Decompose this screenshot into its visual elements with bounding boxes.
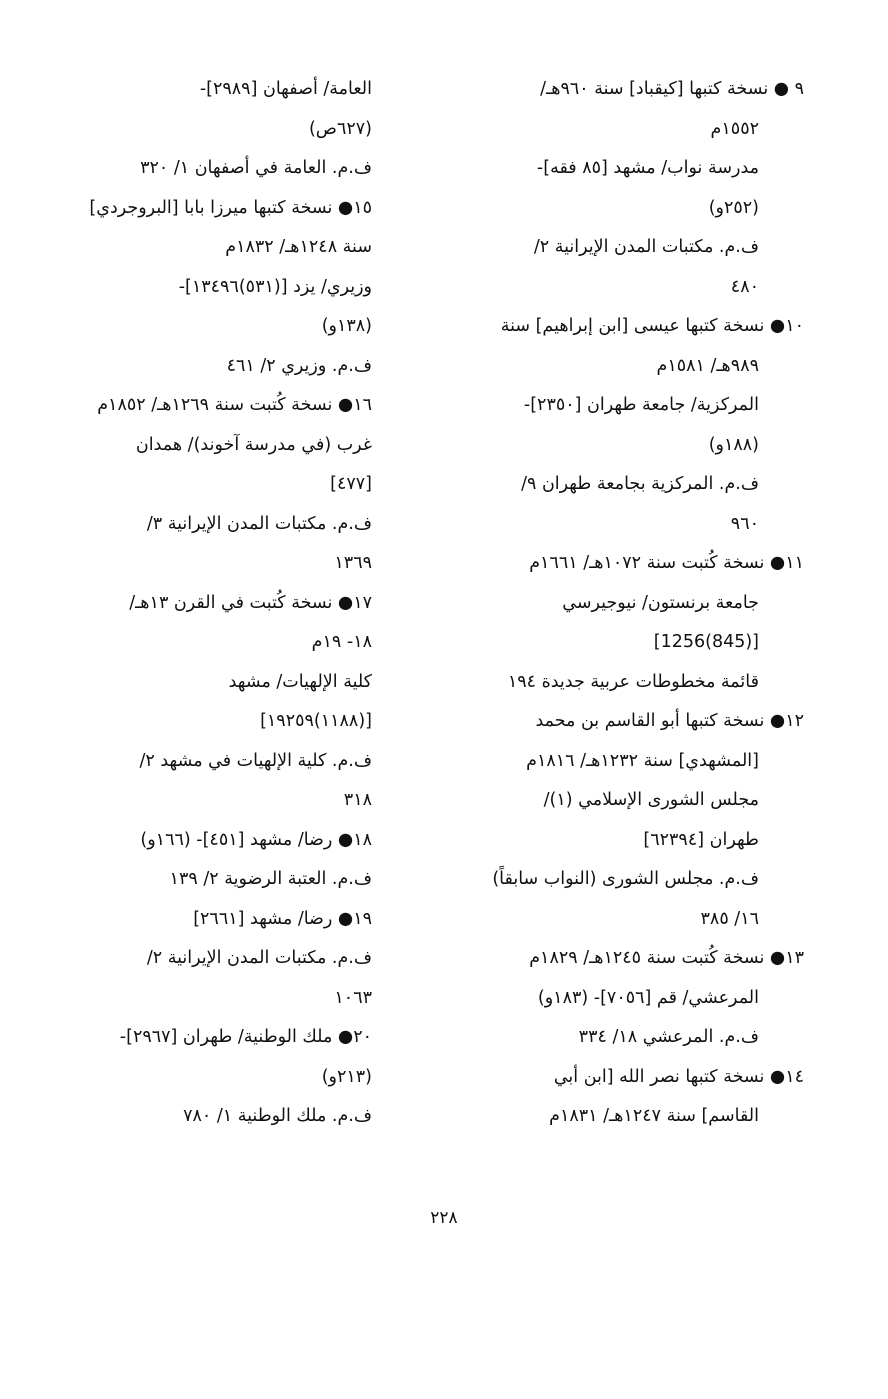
entry-line: ١٩● رضا/ مشهد [٢٦٦١] — [193, 908, 372, 929]
entry-line: سنة ١٢٤٨هـ/ ١٨٣٢م — [225, 237, 372, 257]
entry-line: وزيري/ يزد [(٥٣١)١٣٤٩٦]- — [178, 276, 372, 297]
entry-line: المركزية/ جامعة طهران [٢٣٥٠]- — [523, 395, 759, 415]
entry-line: ف.م. مكتبات المدن الإيرانية ٣/ — [146, 513, 372, 534]
entry-line: (٦٢٧ص) — [308, 118, 372, 139]
entry-line: [٤٧٧] — [330, 474, 372, 494]
entry-line: غرب (في مدرسة آخوند)/ همدان — [135, 434, 372, 455]
entry-line: ٣١٨ — [343, 790, 372, 810]
entry-line: القاسم] سنة ١٢٤٧هـ/ ١٨٣١م — [549, 1106, 759, 1126]
entry-line: [المشهدي] سنة ١٢٣٢هـ/ ١٨١٦م — [526, 750, 759, 771]
entry-line: ف.م. ملك الوطنية ١/ ٧٨٠ — [183, 1106, 372, 1126]
entry-line: المرعشي/ قم [٧٠٥٦]- (١٨٣و) — [537, 987, 759, 1008]
entry-line: ١٠● نسخة كتبها عيسى [ابن إبراهيم] سنة — [500, 316, 804, 336]
entry-line: ١٥● نسخة كتبها ميرزا بابا [البروجردي] — [89, 197, 372, 218]
entry-line: ١٨● رضا/ مشهد [٤٥١]- (١٦٦و) — [140, 829, 372, 850]
entry-line: (١٣٨و) — [321, 316, 372, 336]
entry-line: ف.م. العامة في أصفهان ١/ ٣٢٠ — [140, 158, 372, 178]
entry-line: مدرسة نواب/ مشهد [٨٥ فقه]- — [536, 158, 759, 178]
entry-line: ١٠٦٣ — [334, 987, 372, 1008]
entry-line: ف.م. وزيري ٢/ ٤٦١ — [226, 355, 372, 376]
entry-line: ف.م. المركزية بجامعة طهران ٩/ — [521, 474, 759, 494]
entry-line: ١٣● نسخة كُتبت سنة ١٢٤٥هـ/ ١٨٢٩م — [529, 948, 804, 968]
entry-line: ف.م. كلية الإلهيات في مشهد ٢/ — [139, 750, 372, 771]
entry-line: ٤٨٠ — [730, 276, 759, 297]
entry-line: ف.م. مجلس الشورى (النواب سابقاً) — [492, 869, 759, 889]
entry-line: ف.م. العتبة الرضوية ٢/ ١٣٩ — [169, 869, 372, 889]
entry-line: ف.م. مكتبات المدن الإيرانية ٢/ — [146, 948, 372, 968]
entry-line: ١٦/ ٣٨٥ — [700, 908, 759, 929]
entry-line: ٩ ● نسخة كتبها [كيقباد] سنة ٩٦٠هـ/ — [540, 79, 804, 99]
entry-line: ف.م. مكتبات المدن الإيرانية ٢/ — [533, 237, 759, 257]
page-number: ٢٢٨ — [430, 1208, 458, 1228]
entry-line: ١٦● نسخة كُتبت سنة ١٢٦٩هـ/ ١٨٥٢م — [97, 395, 372, 415]
entry-line: [(١١٨٨)١٩٢٥٩] — [260, 711, 372, 731]
entry-line: (٢٥٢و) — [708, 197, 759, 218]
entry-line: ٩٦٠ — [730, 513, 759, 534]
entry-line: ١٤● نسخة كتبها نصر الله [ابن أبي — [553, 1066, 804, 1087]
entry-line: ٢٠● ملك الوطنية/ طهران [٢٩٦٧]- — [119, 1027, 372, 1047]
entry-line: ف.م. المرعشي ١٨/ ٣٣٤ — [578, 1027, 759, 1047]
entry-line: كلية الإلهيات/ مشهد — [228, 671, 372, 692]
entry-line: ١٨- ١٩م — [311, 632, 372, 652]
entry-line: مجلس الشورى الإسلامي (١)/ — [543, 790, 759, 810]
entry-line: (٢١٣و) — [321, 1066, 372, 1087]
entry-line: ١١● نسخة كُتبت سنة ١٠٧٢هـ/ ١٦٦١م — [529, 553, 804, 573]
entry-line: ١٥٥٢م — [710, 118, 759, 139]
entry-line: [(845)1256] — [653, 632, 759, 652]
entry-line: ٩٨٩هـ/ ١٥٨١م — [656, 355, 759, 376]
entry-line: ١٣٦٩ — [334, 553, 372, 573]
entry-line: جامعة برنستون/ نيوجيرسي — [562, 592, 759, 613]
entry-line: (١٨٨و) — [708, 434, 759, 455]
entry-line: العامة/ أصفهان [٢٩٨٩]- — [199, 79, 372, 99]
right-column — [452, 70, 804, 1137]
entry-line: طهران [٦٢٣٩٤] — [643, 829, 759, 850]
left-column — [76, 70, 372, 1137]
entry-line: ١٢● نسخة كتبها أبو القاسم بن محمد — [535, 711, 804, 731]
entry-line: ١٧● نسخة كُتبت في القرن ١٣هـ/ — [129, 592, 372, 613]
entry-line: قائمة مخطوطات عربية جديدة ١٩٤ — [507, 671, 759, 692]
